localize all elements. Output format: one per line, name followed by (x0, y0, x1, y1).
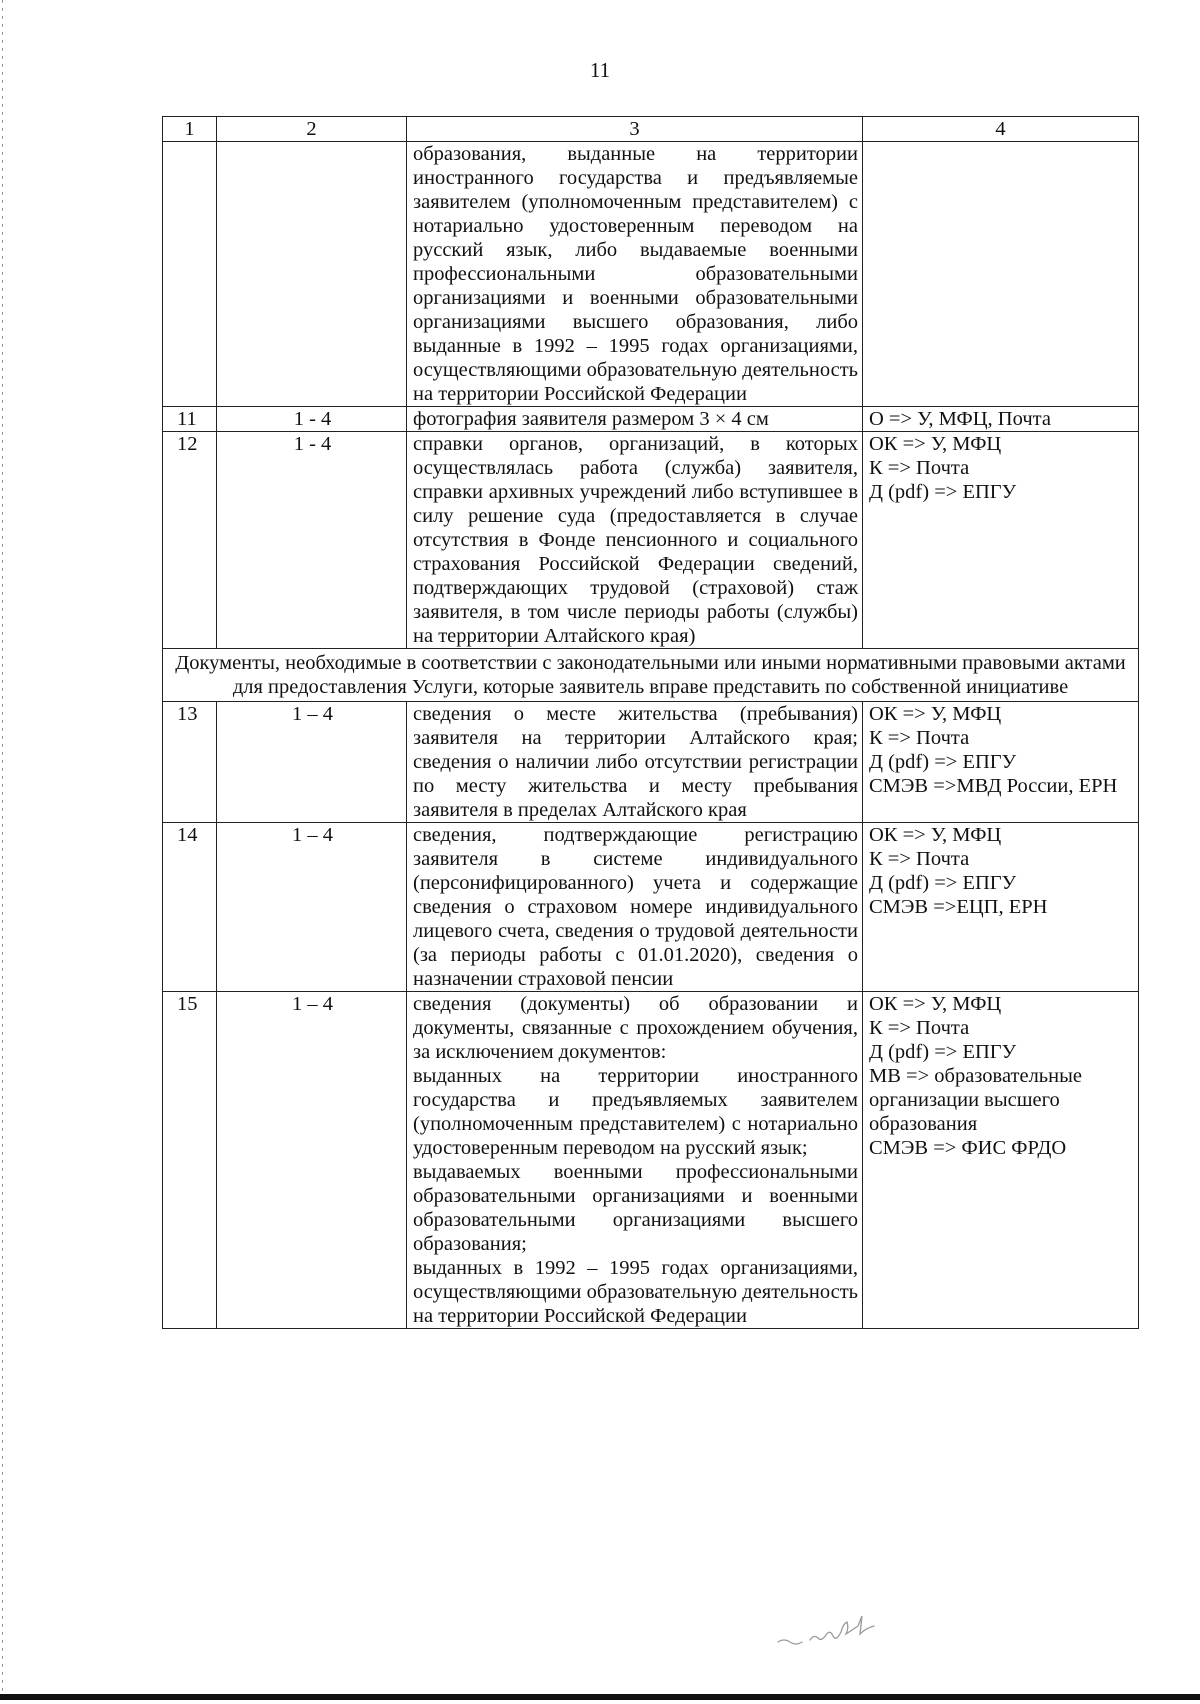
row-channels: ОК => У, МФЦ К => Почта Д (pdf) => ЕПГУ СМЭВ =>ЕЦП, ЕРН (863, 823, 1139, 992)
table-row (163, 142, 1139, 407)
row-number: 12 (163, 432, 217, 649)
row-channels (863, 142, 1139, 407)
row-number: 15 (163, 992, 217, 1329)
row-description: фотография заявителя размером 3 × 4 см (407, 407, 863, 432)
row-range: 1 – 4 (217, 702, 407, 823)
row-range: 1 - 4 (217, 407, 407, 432)
page-number: 11 (589, 58, 611, 82)
row-channels: ОК => У, МФЦ К => Почта Д (pdf) => ЕПГУ СМЭВ =>МВД России, ЕРН (863, 702, 1139, 823)
column-header: 4 (863, 117, 1139, 142)
row-number: 14 (163, 823, 217, 992)
row-range: 1 - 4 (217, 432, 407, 649)
column-header: 1 (163, 117, 217, 142)
row-number (163, 142, 217, 407)
table-row (163, 432, 1139, 649)
row-number: 11 (163, 407, 217, 432)
row-description: образования, выданные на территории иностранного государства и предъявляемые заявителем (уполномоченным представителем) с нотариально удостоверенным переводом на русский язык, либо выдаваемые военными профессиональными образовательными организациями и военными образовательными организациями высшего образования, либо выданные в 1992 – 1995 годах организациями, осуществляющими образовательную деятельность на территории Российской Федерации (407, 142, 863, 407)
row-number: 13 (163, 702, 217, 823)
table-row (163, 992, 1139, 1329)
column-header: 3 (407, 117, 863, 142)
row-description: сведения о месте жительства (пребывания) заявителя на территории Алтайского края; сведения о наличии либо отсутствии регистрации по месту жительства и месту пребывания заявителя в пределах Алтайского края (407, 702, 863, 823)
row-description: справки органов, организаций, в которых осуществлялась работа (служба) заявителя, справки архивных учреждений либо вступившее в силу решение суда (предоставляется в случае отсутствия в Фонде пенсионного и социального страхования Российской Федерации сведений, подтверждающих трудовой (страховой) стаж заявителя, в том числе периоды работы (службы) на территории Алтайского края) (407, 432, 863, 649)
documents-table (162, 116, 1139, 1329)
row-channels: О => У, МФЦ, Почта (863, 407, 1139, 432)
column-header: 2 (217, 117, 407, 142)
row-range (217, 142, 407, 407)
section-heading: Документы, необходимые в соответствии с законодательными или иными нормативными правовыми актами для предоставления Услуги, которые заявитель вправе представить по собственной инициативе (163, 649, 1139, 702)
row-channels: ОК => У, МФЦ К => Почта Д (pdf) => ЕПГУ МВ => образовательные организации высшего образования СМЭВ => ФИС ФРДО (863, 992, 1139, 1329)
row-range: 1 – 4 (217, 823, 407, 992)
row-range: 1 – 4 (217, 992, 407, 1329)
table-header-row (163, 117, 1139, 142)
row-description: сведения, подтверждающие регистрацию заявителя в системе индивидуального (персонифицированного) учета и содержащие сведения о страховом номере индивидуального лицевого счета, сведения о трудовой деятельности (за периоды работы с 01.01.2020), сведения о назначении страховой пенсии (407, 823, 863, 992)
row-description: сведения (документы) об образовании и документы, связанные с прохождением обучения, за исключением документов: выданных на территории иностранного государства и предъявляемых заявителем (уполномоченным представителем) с нотариально удостоверенным переводом на русский язык; выдаваемых военными профессиональными образовательными организациями и военными образовательными организациями высшего образования; выданных в 1992 – 1995 годах организациями, осуществляющими образовательную деятельность на территории Российской Федерации (407, 992, 863, 1329)
table-row (163, 407, 1139, 432)
page-bottom-rule (0, 1694, 1200, 1700)
row-channels: ОК => У, МФЦ К => Почта Д (pdf) => ЕПГУ (863, 432, 1139, 649)
section-heading-row (163, 649, 1139, 702)
table-row (163, 823, 1139, 992)
scan-left-edge (2, 0, 3, 1704)
table-row (163, 702, 1139, 823)
signature-mark (770, 1612, 930, 1652)
